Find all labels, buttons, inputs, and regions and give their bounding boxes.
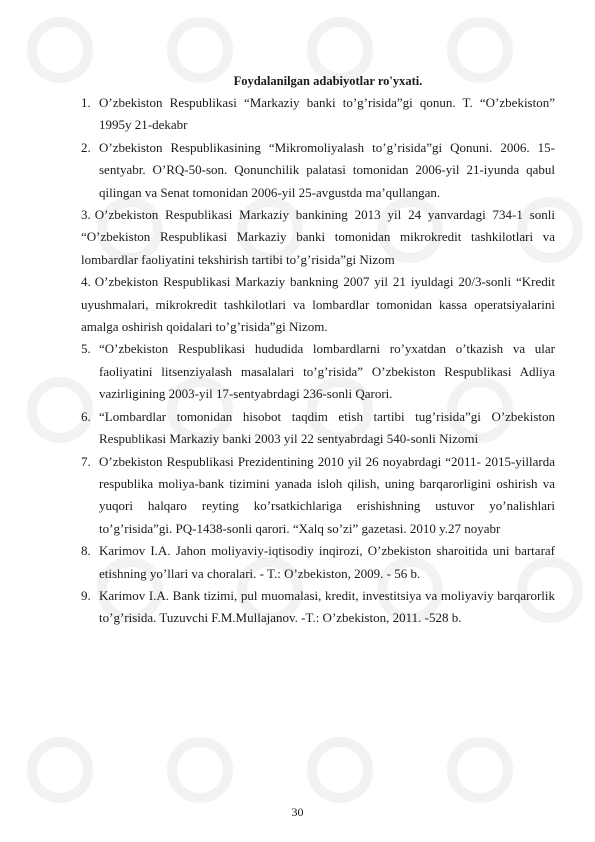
reference-number: 4. bbox=[81, 274, 91, 290]
reference-number: 1. bbox=[81, 95, 91, 110]
reference-item bbox=[81, 92, 555, 137]
reference-text: Karimov I.A. Jahon moliyaviy-iqtisodiy inqirozi, O’zbekiston sharoitida uni bartaraf etishning yo’llari va choralari. - T.: O’zbekiston, 2009. - 56 b. bbox=[99, 543, 555, 581]
reference-text: O’zbekiston Respublikasi “Markaziy banki to’g’risida”gi qonun. T. “O’zbekiston” 1995y 21-dekabr bbox=[99, 95, 555, 133]
reference-text: O’zbekiston Respublikasi Prezidentining 2010 yil 26 noyabrdagi “2011- 2015-yillarda respublika moliya-bank tizimini yanada isloh qilish, uning barqarorligini oshirish va yuqori halqaro reyting ko’rsatkichlariga erishishning ustuvor yo’nalishlari to’g’risida”gi. PQ-1438-sonli qarori. “Xalq so’zi” gazetasi. 2010 y.27 noyabr bbox=[99, 453, 555, 536]
reference-item bbox=[81, 271, 555, 338]
reference-number: 5. bbox=[81, 341, 91, 357]
reference-number: 2. bbox=[81, 139, 91, 155]
reference-text: O’zbekiston Respublikasining “Mikromoliyalash to’g’risida”gi Qonuni. 2006. 15-sentyabr. O’RQ-50-son. Qonunchilik palatasi tomonidan 2006-yil 21-iyunda qabul qilingan va Senat tomonidan 2006-yil 25-avgustda ma’qullangan. bbox=[99, 139, 555, 200]
reference-item bbox=[81, 540, 555, 585]
reference-text: O’zbekiston Respublikasi Markaziy bankning 2007 yil 21 iyuldagi 20/3-sonli “Kredit uyushmalari, mikrokredit tashkilotlari va lombardlar tomonidan kassa operatsiyalarini amalga oshirish qoidalari to’g’risida”gi Nizom. bbox=[81, 274, 555, 335]
reference-text: “Lombardlar tomonidan hisobot taqdim etish tartibi tug’risida”gi O’zbekiston Respublikasi Markaziy banki 2003 yil 22 sentyabrdagi 540-sonli Nizomi bbox=[99, 408, 555, 447]
reference-list bbox=[81, 92, 555, 630]
reference-number: 9. bbox=[81, 587, 91, 603]
reference-number: 8. bbox=[81, 543, 91, 559]
reference-item bbox=[81, 338, 555, 405]
page-title: Foydalanilgan adabiyotlar ro'yxati. bbox=[233, 74, 423, 88]
reference-item bbox=[81, 406, 555, 451]
reference-item bbox=[81, 585, 555, 630]
reference-text: Karimov I.A. Bank tizimi, pul muomalasi, kredit, investitsiya va moliyaviy barqarorlik to’g’risida. Tuzuvchi F.M.Mullajanov. -T.: O’zbekiston, 2011. -528 b. bbox=[99, 587, 555, 626]
reference-item bbox=[81, 451, 555, 541]
reference-text: O’zbekiston Respublikasi Markaziy bankining 2013 yil 24 yanvardagi 734-1 sonli “O’zbekiston Respublikasi Markaziy banki tomonidan mikrokredit tashkilotlari va lombardlar faoliyatini tekshirish tartibi to’g’risida”gi Nizom bbox=[81, 207, 555, 267]
reference-number: 3. bbox=[81, 207, 91, 223]
reference-number: 6. bbox=[81, 408, 91, 424]
page-number: 30 bbox=[291, 805, 304, 819]
reference-number: 7. bbox=[81, 453, 91, 469]
document-page bbox=[81, 70, 555, 630]
reference-item bbox=[81, 204, 555, 271]
reference-item bbox=[81, 137, 555, 204]
reference-text: “O’zbekiston Respublikasi hududida lombardlarni ro’yxatdan o’tkazish va ular faoliyatini litsenziyalash masalalari to’g’risida” O’zbekiston Respublikasi Adliya vazirligining 2003-yil 17-sentyabrdagi 236-sonli Qarori. bbox=[99, 341, 555, 402]
